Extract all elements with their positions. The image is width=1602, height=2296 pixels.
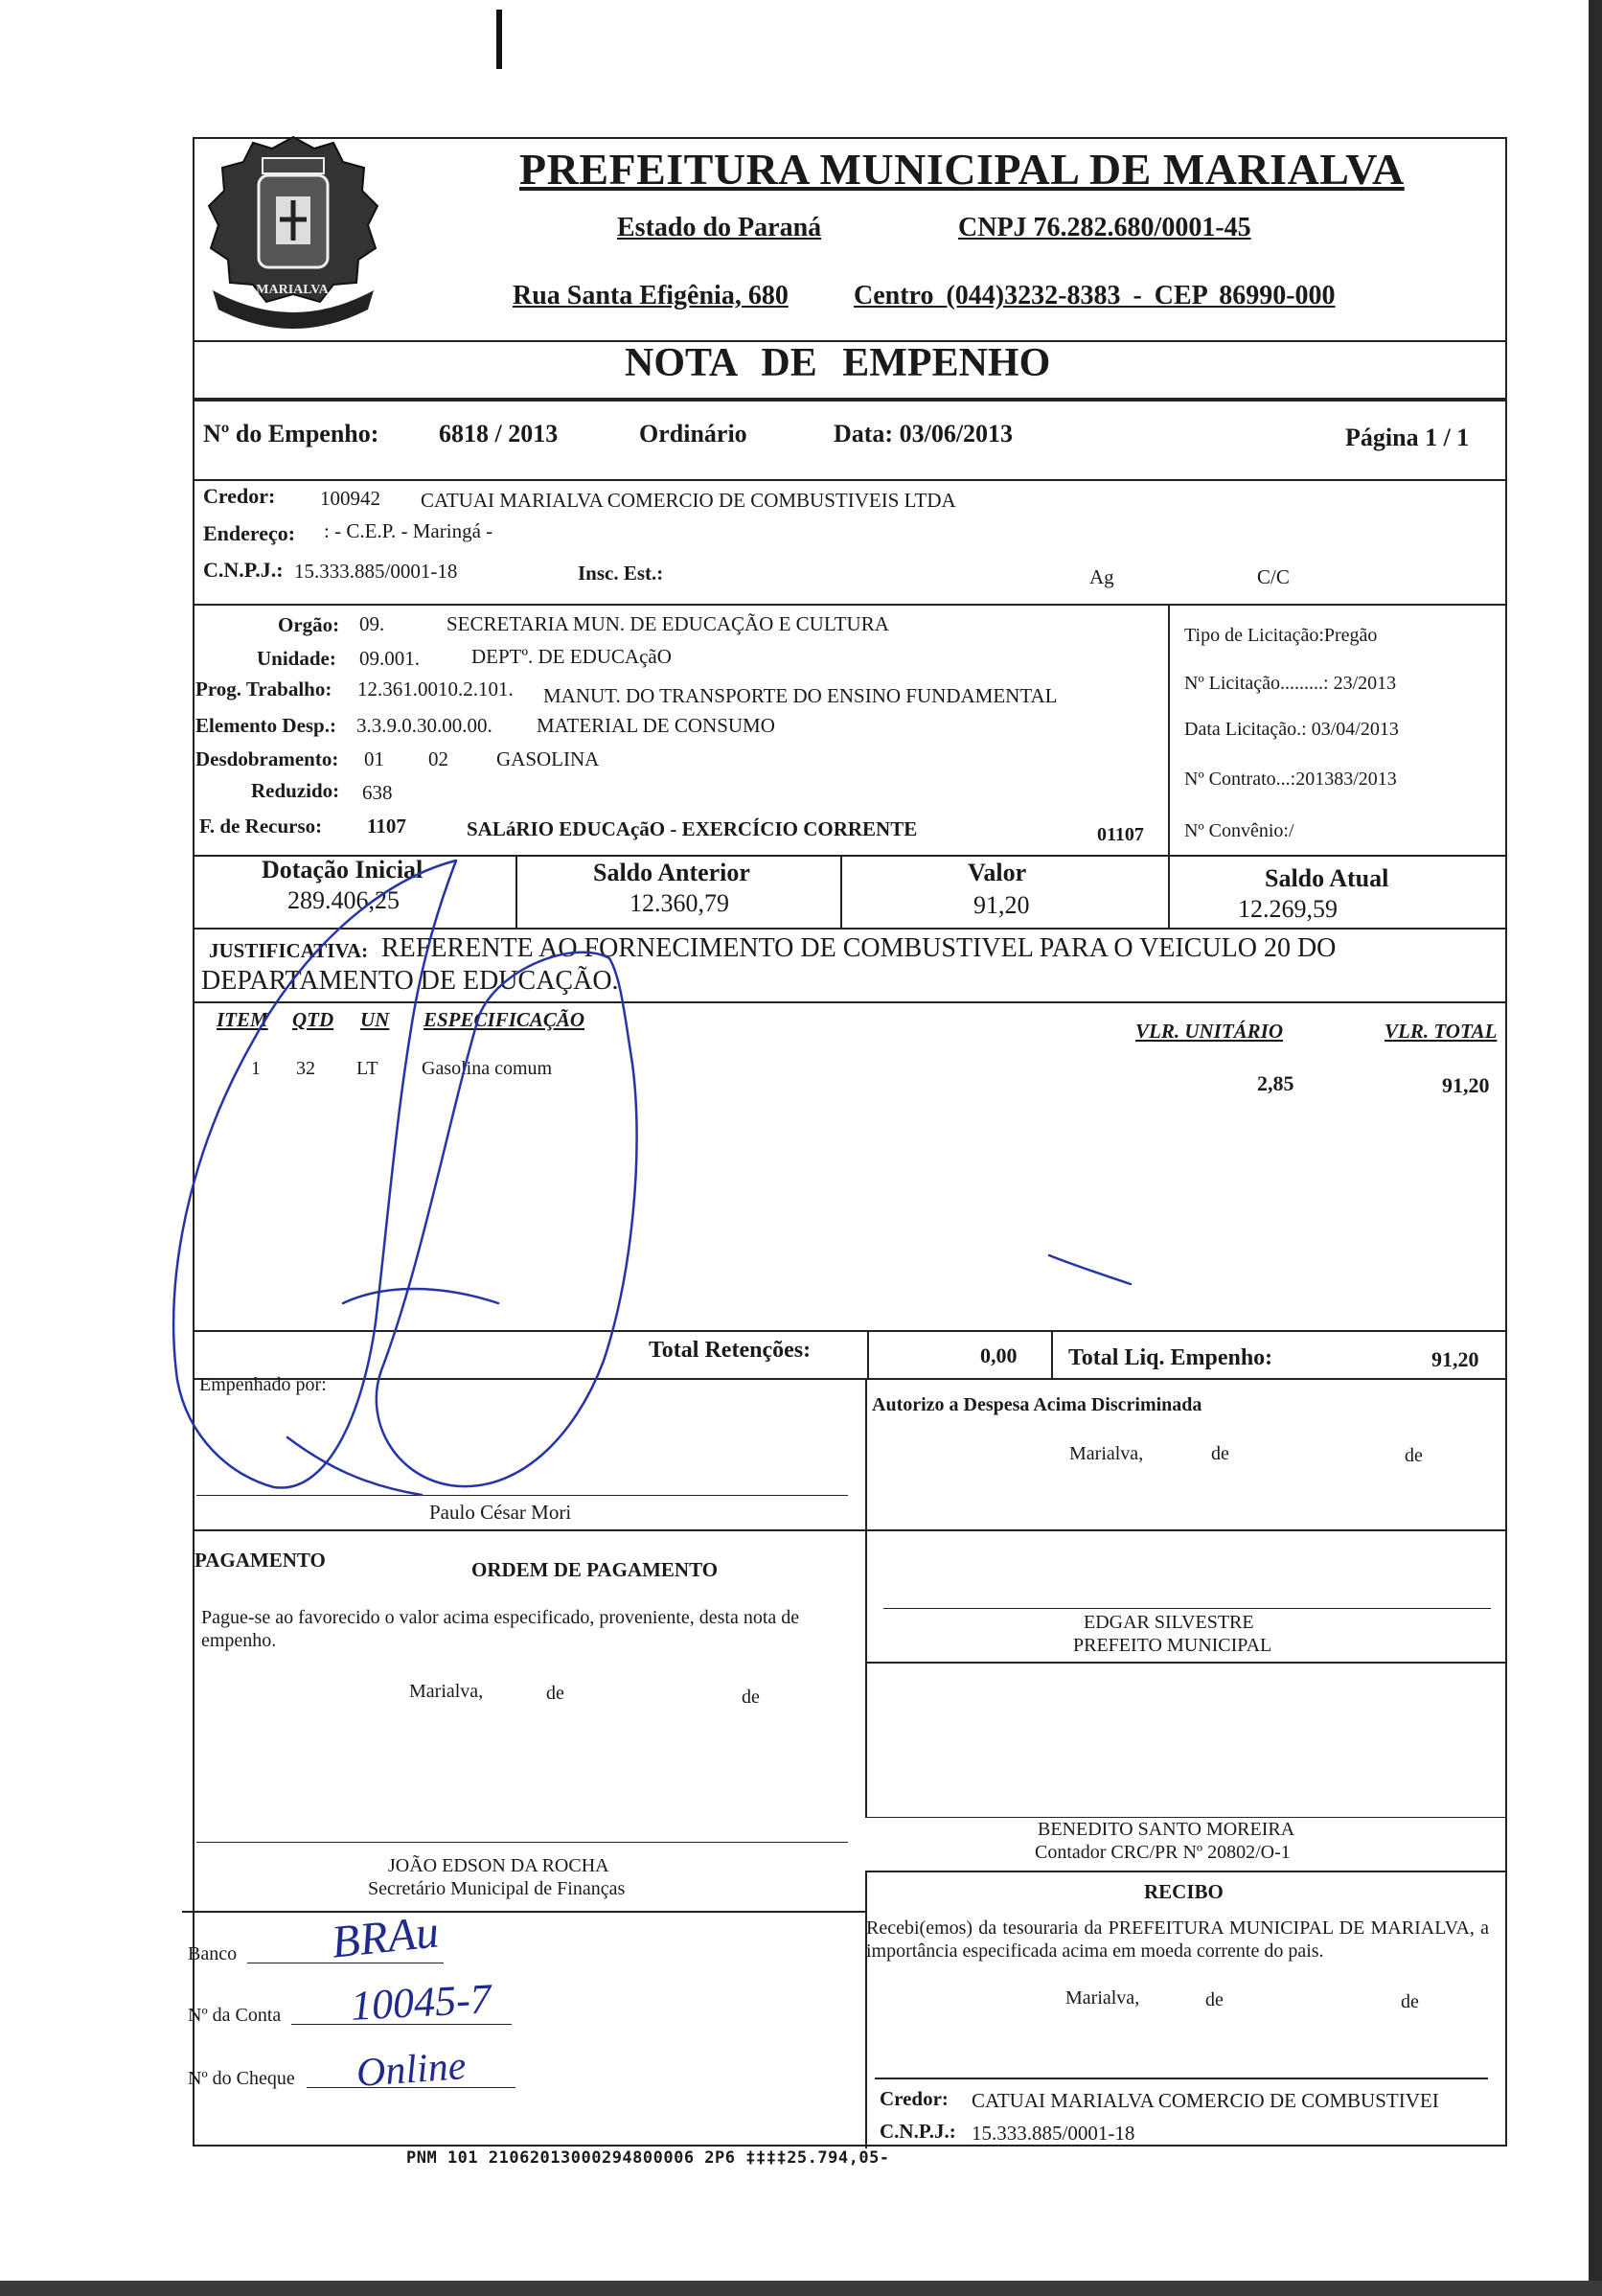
data-licitacao: Data Licitação.: 03/04/2013	[1184, 719, 1399, 740]
retencoes-label: Total Retenções:	[649, 1338, 812, 1363]
ag-label: Ag	[1089, 565, 1114, 588]
ordem-pagamento-label: ORDEM DE PAGAMENTO	[471, 1558, 719, 1581]
recibo-cnpj-label: C.N.P.J.:	[880, 2120, 956, 2143]
prefeito-cargo: PREFEITO MUNICIPAL	[1073, 1635, 1272, 1656]
col-qtd: QTD	[292, 1008, 334, 1031]
saldo-atual-label: Saldo Atual	[1265, 864, 1389, 892]
document-title: NOTA DE EMPENHO	[625, 341, 1051, 385]
recibo-marialva: Marialva,	[1065, 1987, 1140, 2009]
credor-label: Credor:	[203, 484, 276, 508]
conta-label: Nº da Conta	[188, 2005, 282, 2026]
dotacao-inicial-label: Dotação Inicial	[262, 856, 423, 884]
prog-trabalho-label: Prog. Trabalho:	[195, 677, 332, 700]
pagamento-de-2: de	[742, 1687, 760, 1708]
credor-address: : - C.E.P. - Maringá -	[324, 519, 493, 542]
credor-cnpj: 15.333.885/0001-18	[294, 560, 458, 583]
recibo-texto: Recebi(emos) da tesouraria da PREFEITURA MUNICIPAL DE MARIALVA, a importância especificada acima em moeda corrente do pais.	[866, 1917, 1489, 1962]
desdobramento-b: 02	[428, 747, 448, 770]
street-label: Rua Santa Efigênia, 680	[513, 281, 789, 310]
valor-value: 91,20	[973, 891, 1030, 919]
secretario-cargo: Secretário Municipal de Finanças	[368, 1878, 626, 1899]
prog-trabalho-name: MANUT. DO TRANSPORTE DO ENSINO FUNDAMENTAL	[543, 684, 1058, 707]
credor-code: 100942	[320, 487, 380, 510]
justificativa-line1: REFERENTE AO FORNECIMENTO DE COMBUSTIVEL PARA O VEICULO 20 DO	[381, 933, 1337, 963]
empenho-number-label: Nº do Empenho:	[203, 420, 379, 448]
numero-licitacao: Nº Licitação.........: 23/2013	[1184, 673, 1397, 694]
banco-label: Banco	[188, 1943, 238, 1964]
cnpj-label: CNPJ 76.282.680/0001-45	[958, 213, 1251, 242]
saldo-anterior-value: 12.360,79	[629, 889, 729, 917]
recurso-number: 01107	[1097, 824, 1144, 845]
contador-cargo: Contador CRC/PR Nº 20802/O-1	[1035, 1842, 1291, 1863]
col-un: UN	[360, 1008, 390, 1031]
empenhado-por-label: Empenhado por:	[199, 1374, 327, 1395]
autorizo-de-2: de	[1405, 1445, 1423, 1466]
col-vlr-unitario: VLR. UNITÁRIO	[1135, 1020, 1284, 1043]
liquido-label: Total Liq. Empenho:	[1068, 1345, 1273, 1370]
empenho-type: Ordinário	[639, 420, 747, 448]
autorizo-marialva: Marialva,	[1069, 1443, 1144, 1464]
municipality-title: PREFEITURA MUNICIPAL DE MARIALVA	[519, 145, 1405, 194]
unidade-label: Unidade:	[257, 647, 336, 670]
valor-label: Valor	[968, 859, 1027, 886]
secretario-nome: JOÃO EDSON DA ROCHA	[388, 1855, 609, 1876]
unidade-name: DEPTº. DE EDUCAçãO	[471, 645, 672, 668]
recibo-de-2: de	[1401, 1991, 1419, 2012]
reduzido-value: 638	[362, 781, 393, 804]
desdobramento-name: GASOLINA	[496, 747, 600, 770]
recibo-credor-name: CATUAI MARIALVA COMERCIO DE COMBUSTIVEI	[972, 2089, 1439, 2112]
recibo-cnpj: 15.333.885/0001-18	[972, 2122, 1135, 2145]
desdobramento-a: 01	[364, 747, 384, 770]
numero-convenio: Nº Convênio:/	[1184, 820, 1294, 841]
recibo-de-1: de	[1205, 1989, 1224, 2010]
pagamento-texto: Pague-se ao favorecido o valor acima especificado, proveniente, desta nota de empenho.	[201, 1607, 800, 1651]
prog-trabalho-code: 12.361.0010.2.101.	[357, 677, 514, 700]
item-vlr-unitario: 2,85	[1257, 1071, 1294, 1095]
crest-label: MARIALVA	[256, 283, 329, 297]
recurso-code: 1107	[367, 815, 406, 838]
credor-name: CATUAI MARIALVA COMERCIO DE COMBUSTIVEIS LTDA	[421, 489, 956, 512]
cheque-label: Nº do Cheque	[188, 2068, 295, 2089]
numero-contrato: Nº Contrato...:201383/2013	[1184, 769, 1397, 790]
tipo-licitacao: Tipo de Licitação:Pregão	[1184, 625, 1378, 646]
liquido-value: 91,20	[1431, 1347, 1479, 1371]
item-vlr-total: 91,20	[1442, 1073, 1490, 1097]
recibo-credor-label: Credor:	[880, 2087, 949, 2110]
desdobramento-label: Desdobramento:	[195, 747, 339, 770]
orgao-code: 09.	[359, 612, 385, 635]
cc-label: C/C	[1257, 565, 1290, 588]
reduzido-label: Reduzido:	[251, 779, 340, 802]
address-label: Centro (044)3232-8383 - CEP 86990-000	[854, 281, 1336, 310]
scan-bottom-edge	[0, 2281, 1602, 2296]
banco-handwritten: BRAu	[329, 1906, 442, 1968]
empenhado-nome: Paulo César Mori	[429, 1501, 572, 1524]
crest-icon	[199, 129, 387, 338]
col-vlr-total: VLR. TOTAL	[1385, 1020, 1498, 1043]
unidade-code: 09.001.	[359, 647, 420, 670]
retencoes-value: 0,00	[980, 1343, 1018, 1367]
cheque-handwritten: Online	[355, 2044, 468, 2096]
empenho-number: 6818 / 2013	[439, 420, 559, 448]
col-especificacao: ESPECIFICAÇÃO	[423, 1008, 585, 1031]
item-number: 1	[251, 1058, 261, 1079]
recibo-title: RECIBO	[1144, 1880, 1224, 1903]
address-field-label: Endereço:	[203, 521, 296, 545]
page-number: Página 1 / 1	[1345, 424, 1470, 451]
pagamento-de-1: de	[546, 1683, 564, 1704]
insc-est-label: Insc. Est.:	[578, 562, 664, 585]
autorizo-de-1: de	[1211, 1443, 1229, 1464]
conta-handwritten: 10045-7	[349, 1975, 492, 2030]
item-especificacao: Gasolina comum	[422, 1058, 553, 1079]
scan-mark	[496, 10, 502, 69]
prefeito-nome: EDGAR SILVESTRE	[1084, 1612, 1254, 1633]
saldo-anterior-label: Saldo Anterior	[593, 859, 750, 886]
empenho-date: Data: 03/06/2013	[834, 420, 1014, 448]
item-un: LT	[356, 1058, 378, 1079]
justificativa-label: JUSTIFICATIVA:	[209, 939, 369, 962]
orgao-name: SECRETARIA MUN. DE EDUCAÇÃO E CULTURA	[446, 612, 889, 635]
col-item: ITEM	[217, 1008, 268, 1031]
footer-code: PNM 101 21062013000294800006 2P6 ‡‡‡‡25.794,05-	[406, 2148, 890, 2168]
orgao-label: Orgão:	[278, 613, 340, 636]
autorizo-label: Autorizo a Despesa Acima Discriminada	[872, 1394, 1202, 1415]
dotacao-inicial-value: 289.406,25	[287, 886, 400, 914]
elemento-name: MATERIAL DE CONSUMO	[537, 714, 775, 737]
contador-nome: BENEDITO SANTO MOREIRA	[1038, 1819, 1295, 1840]
scan-edge	[1589, 0, 1602, 2296]
elemento-label: Elemento Desp.:	[195, 714, 336, 737]
pagamento-marialva: Marialva,	[409, 1681, 484, 1702]
item-qtd: 32	[296, 1058, 315, 1079]
credor-cnpj-label: C.N.P.J.:	[203, 558, 284, 582]
recurso-label: F. de Recurso:	[199, 815, 323, 838]
state-label: Estado do Paraná	[617, 213, 822, 242]
saldo-atual-value: 12.269,59	[1238, 895, 1338, 923]
recurso-name: SALáRIO EDUCAçãO - EXERCÍCIO CORRENTE	[467, 817, 918, 840]
pagamento-label: PAGAMENTO	[195, 1549, 326, 1572]
justificativa-line2: DEPARTAMENTO DE EDUCAÇÃO.	[201, 966, 619, 996]
elemento-code: 3.3.9.0.30.00.00.	[356, 714, 492, 737]
